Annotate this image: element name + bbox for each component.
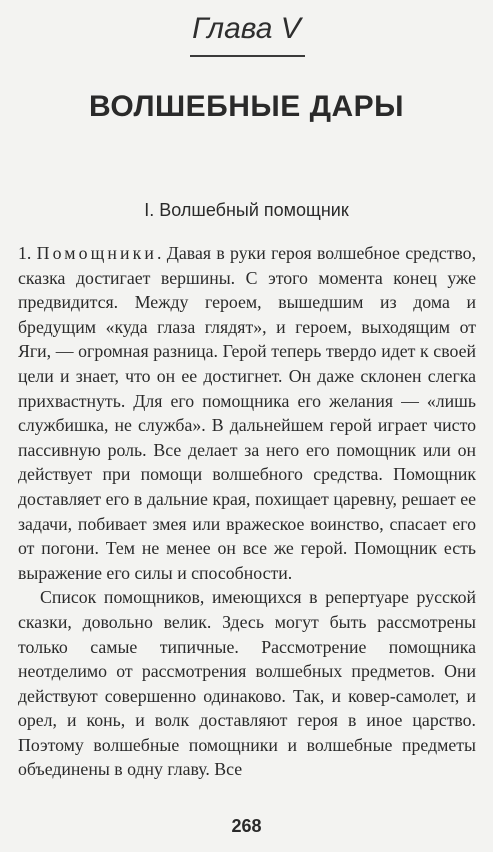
chapter-title: ВОЛШЕБНЫЕ ДАРЫ [88,90,405,123]
body-text [18,241,476,782]
paragraph-text: . Давая в руки героя волшебное средство, сказка достигает вершины. С этого момента конец уже предвидится. Между героем, вышедшим из дома и бредущим «куда глаза глядят», и героем, выходящим от Яги, — огромная разница. Герой теперь твердо идет к своей цели и знает, что он ее достигнет. Он даже склонен слегка прихвастнуть. Для его помощника его желания — «лишь службишка, не служба». В дальнейшем герой играет чисто пассивную роль. Все делает за него его помощник или он действует при помощи волшебного средства. Помощник доставляет его в дальние края, похищает царевну, решает ее задачи, побивает змея или вражеское воинство, спасает его от погони. Тем не менее он все же герой. Помощник есть выражение его силы и способности. [18,243,477,583]
page-number: 268 [231,816,262,836]
section-title: I. Волшебный помощник [144,200,349,220]
spaced-term: Помощники [36,243,157,263]
paragraph-number: 1. [18,243,37,263]
chapter-label: Глава V [192,12,301,45]
paragraph: Список помощников, имеющихся в репертуаре русской сказки, довольно велик. Здесь могут быть рассмотрены только самые типичные. Рассмотрение помощника неотделимо от рассмотрения волшебных предметов. Они действуют совершенно одинаково. Так, и ковер-самолет, и орел, и конь, и волк доставляют героя в иное царство. Поэтому волшебные помощники и волшебные предметы объединены в одну главу. Все [18,587,476,780]
paragraph [18,241,476,585]
chapter-underline [190,55,305,57]
